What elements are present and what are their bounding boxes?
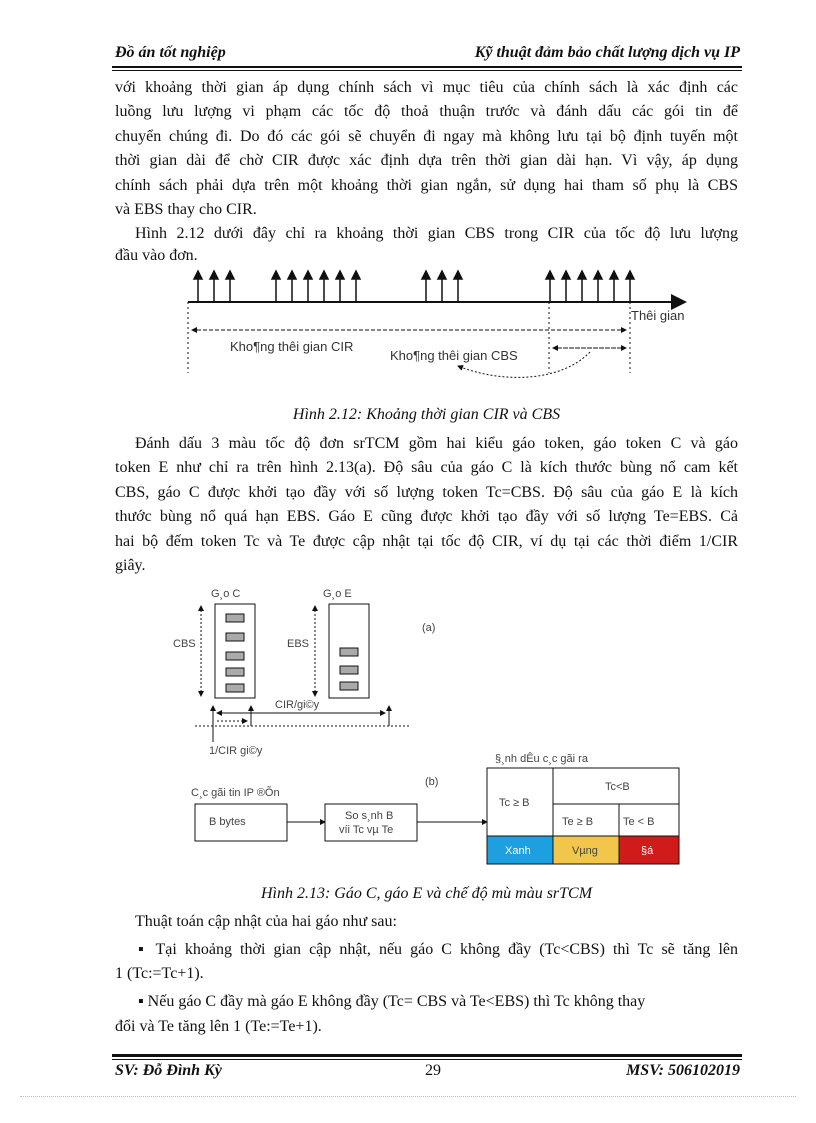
footer-rule-thin: [112, 1059, 742, 1060]
text-line: giây.: [115, 557, 146, 574]
packet-arrow-head: [272, 271, 280, 279]
paragraph-4: Thuật toán cập nhật của hai gáo như sau:: [135, 913, 397, 930]
page-edge: [20, 1096, 796, 1097]
packet-arrow-head: [546, 271, 554, 279]
text-line: đổi và Te tăng lên 1 (Te:=Te+1).: [115, 1018, 322, 1035]
text-line: 1 (Tc:=Tc+1).: [115, 965, 204, 982]
cir-per-sec: CIR/gi©y: [275, 699, 320, 711]
figure-2-13: [165, 582, 685, 882]
packet-arrow-head: [352, 271, 360, 279]
text-line: luồng lưu lượng vi phạm các tốc độ thoả thuận trước và đánh dấu các gói tin để: [115, 103, 738, 120]
figure-2-13-caption: Hình 2.13: Gáo C, gáo E và chế độ mù màu srTCM: [260, 885, 593, 902]
cbs-text: CBS: [173, 638, 196, 650]
text-line: và EBS thay cho CIR.: [115, 201, 257, 218]
header-rule-thin: [112, 70, 742, 71]
packet-arrow-head: [626, 271, 634, 279]
page-footer: [115, 1062, 740, 1082]
time-label: Thêi gian: [631, 308, 685, 323]
colored-label: §¸nh dÊu c¸c gãi ra: [495, 753, 588, 765]
text-line: Hình 2.12 dưới đây chỉ ra khoảng thời gian CBS trong CIR của tốc độ lưu lượng: [135, 225, 738, 242]
packet-arrow-head: [304, 271, 312, 279]
text-line: thước bùng nổ quá hạn EBS. Gáo E cũng được khởi tạo đầy với số lượng Te=EBS. Cả: [115, 508, 738, 525]
incoming-label: C¸c gãi tin IP ®Õn: [191, 787, 280, 799]
packet-arrows: [194, 271, 634, 302]
page-header: [115, 44, 740, 64]
footer-student: SV: Đỗ Đình Kỳ: [115, 1062, 222, 1079]
compare-text-1: So s¸nh B: [345, 810, 394, 822]
packet-arrow-head: [562, 271, 570, 279]
packet-arrow-head: [578, 271, 586, 279]
text-line: đầu vào đơn.: [115, 247, 198, 264]
packet-arrow-head: [454, 271, 462, 279]
packet-arrow-head: [210, 271, 218, 279]
text-line: thời gian dài để chờ CIR được xác định dựa trên thời gian dài hạn. Vì vậy, áp dụng: [115, 152, 738, 169]
ebs-text: EBS: [287, 638, 310, 650]
compare-text-2: víi Tc vµ Te: [339, 824, 394, 836]
label-a: (a): [422, 622, 436, 634]
packet-arrow-head: [422, 271, 430, 279]
text-line: Đánh dấu 3 màu tốc độ đơn srTCM gồm hai kiểu gáo token, gáo token C và gáo: [135, 435, 738, 452]
tc-lt-b: Tc<B: [605, 781, 630, 793]
footer-rule: [112, 1054, 742, 1057]
bucket-c-label: G¸o C: [211, 588, 241, 600]
packet-arrow-head: [336, 271, 344, 279]
packet-arrow-head: [226, 271, 234, 279]
green-text: Xanh: [505, 845, 531, 857]
text-line: hai bộ đếm token Tc và Te được cập nhật tại tốc độ CIR, ví dụ tại các thời điểm 1/CIR: [115, 533, 738, 550]
decision-table: [487, 768, 679, 864]
figure-2-12: [180, 268, 700, 383]
page-number: 29: [425, 1062, 441, 1079]
bytes-text: B bytes: [209, 816, 246, 828]
packet-arrow-head: [288, 271, 296, 279]
cbs-label: Kho¶ng thêi gian CBS: [390, 348, 518, 363]
label-b: (b): [425, 776, 439, 788]
text-line: ▪ Tại khoảng thời gian cập nhật, nếu gáo C không đầy (Tc<CBS) thì Tc sẽ tăng lên: [138, 941, 738, 958]
text-line: với khoảng thời gian áp dụng chính sách vì mục tiêu của chính sách là xác định các: [115, 79, 738, 96]
cir-label: Kho¶ng thêi gian CIR: [230, 339, 354, 354]
packet-arrow-head: [610, 271, 618, 279]
red-text: §á: [641, 845, 654, 857]
text-line: chính sách phải dựa trên một khoảng thời gian ngắn, sử dụng hai tham số phụ là CBS: [115, 177, 738, 194]
header-right: Kỹ thuật đảm bảo chất lượng dịch vụ IP: [474, 44, 740, 61]
text-line: ▪ Nếu gáo C đầy mà gáo E không đầy (Tc= CBS và Te<EBS) thì Tc không thay: [138, 993, 646, 1010]
text-line: chuyển chúng đi. Do đó các gói sẽ chuyển đi ngay mà không lưu tại bộ định tuyến một: [115, 128, 738, 145]
figure-2-12-caption: Hình 2.12: Khoảng thời gian CIR và CBS: [292, 406, 561, 423]
text-line: CBS, gáo C được khởi tạo đầy với số lượng token Tc=CBS. Độ sâu của gáo E là kích: [115, 484, 738, 501]
one-over-cir: 1/CIR gi©y: [209, 745, 263, 757]
footer-id: MSV: 506102019: [626, 1062, 740, 1079]
packet-arrow-head: [438, 271, 446, 279]
te-lt-b: Te < B: [623, 816, 655, 828]
header-rule: [112, 66, 742, 68]
packet-arrow-head: [194, 271, 202, 279]
yellow-text: Vµng: [572, 845, 598, 857]
te-ge-b: Te ≥ B: [562, 816, 594, 828]
text-line: token E như chỉ ra trên hình 2.13(a). Độ sâu của gáo C là kích thước bùng nổ cam kết: [115, 459, 738, 476]
tc-ge-b: Tc ≥ B: [499, 797, 530, 809]
bucket-e-label: G¸o E: [323, 588, 352, 600]
packet-arrow-head: [594, 271, 602, 279]
packet-arrow-head: [320, 271, 328, 279]
header-left: Đồ án tốt nghiệp: [115, 44, 226, 61]
